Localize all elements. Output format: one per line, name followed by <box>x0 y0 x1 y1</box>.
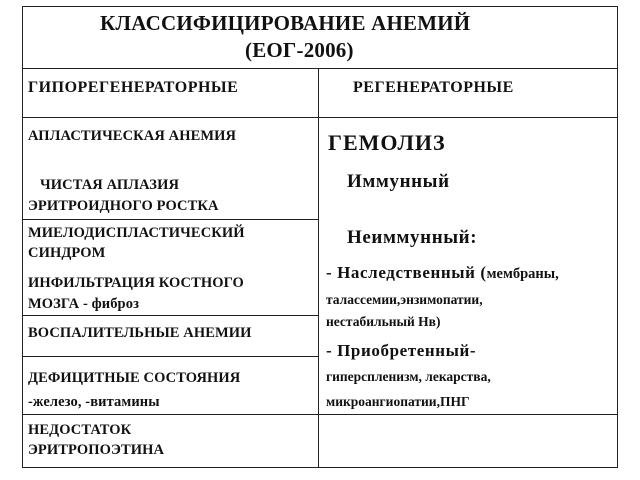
bone-marrow-infiltration-line2: МОЗГА - фиброз <box>28 296 139 312</box>
slide-subtitle: (ЕОГ-2006) <box>245 38 354 62</box>
inflammatory-anemias: ВОСПАЛИТЕЛЬНЫЕ АНЕМИИ <box>28 325 252 341</box>
right-row-divider <box>318 117 618 118</box>
myelodysplastic-syndrome-line2: СИНДРОМ <box>28 245 106 261</box>
myelodysplastic-syndrome-line1: МИЕЛОДИСПЛАСТИЧЕСКИЙ <box>28 225 245 241</box>
acquired-label: - Приобретенный- <box>326 341 477 360</box>
pure-red-cell-aplasia-line1: ЧИСТАЯ АПЛАЗИЯ <box>40 177 180 193</box>
hereditary-detail: мембраны, <box>486 266 559 282</box>
nonimmune-hemolysis: Неиммунный: <box>347 227 478 248</box>
title-divider <box>22 68 618 69</box>
hereditary-line3: нестабильный Нв) <box>326 314 441 329</box>
hereditary-line1 <box>326 264 559 282</box>
pure-red-cell-aplasia-line2: ЭРИТРОИДНОГО РОСТКА <box>28 198 219 214</box>
erythropoietin-deficiency-line1: НЕДОСТАТОК <box>28 422 132 438</box>
deficiency-states-line2: -железо, -витамины <box>28 394 160 410</box>
left-row-divider <box>22 315 318 316</box>
hereditary-label: - Наследственный ( <box>326 263 487 282</box>
immune-hemolysis: Иммунный <box>347 171 450 192</box>
hereditary-line2: талассемии,энзимопатии, <box>326 292 483 307</box>
bone-marrow-infiltration-line1: ИНФИЛЬТРАЦИЯ КОСТНОГО <box>28 275 244 291</box>
hyporegenerative-header: ГИПОРЕГЕНЕРАТОРНЫЕ <box>28 79 239 96</box>
right-row-divider <box>318 414 618 415</box>
left-row-divider <box>22 219 318 220</box>
regenerative-header: РЕГЕНЕРАТОРНЫЕ <box>353 79 514 96</box>
left-row-divider <box>22 117 318 118</box>
left-row-divider <box>22 414 318 415</box>
hemolysis-heading: ГЕМОЛИЗ <box>328 130 446 155</box>
deficiency-states-line1: ДЕФИЦИТНЫЕ СОСТОЯНИЯ <box>28 370 241 386</box>
left-row-divider <box>22 356 318 357</box>
column-divider <box>318 68 319 468</box>
erythropoietin-deficiency-line2: ЭРИТРОПОЭТИНА <box>28 442 165 458</box>
acquired-line2: гиперспленизм, лекарства, <box>326 369 491 384</box>
acquired-line3: микроангиопатии,ПНГ <box>326 394 470 409</box>
aplastic-anemia: АПЛАСТИЧЕСКАЯ АНЕМИЯ <box>28 128 237 144</box>
slide-title: КЛАССИФИЦИРОВАНИЕ АНЕМИЙ <box>100 11 471 35</box>
